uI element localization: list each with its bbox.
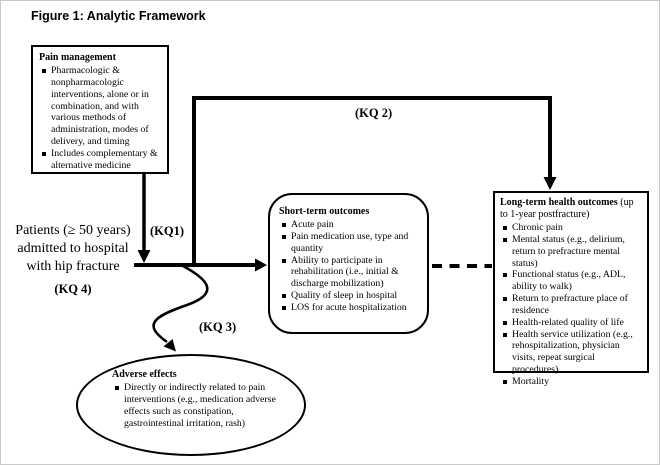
short-term-list	[279, 219, 421, 314]
bullet-icon	[503, 297, 507, 301]
bullet-icon	[282, 259, 286, 263]
pain-management-box	[31, 45, 169, 174]
population-text: Patients (≥ 50 years) admitted to hospital with hip fracture	[15, 223, 131, 274]
bullet-icon	[282, 306, 286, 310]
figure-title: Figure 1: Analytic Framework	[31, 9, 206, 23]
list-item: Pharmacologic & nonpharmacologic interventions, alone or in combination, and with various methods of administration, modes of delivery, and timing	[39, 65, 161, 148]
list-item: Quality of sleep in hospital	[279, 290, 421, 302]
short-term-outcomes-box	[268, 193, 429, 334]
bullet-icon	[282, 294, 286, 298]
adverse-effects-list	[112, 382, 286, 429]
kq3-label: (KQ 3)	[199, 320, 237, 334]
bullet-icon	[115, 386, 119, 390]
long-term-outcomes-box	[493, 191, 649, 387]
bullet-icon	[503, 333, 507, 337]
adverse-effects-ellipse	[76, 354, 306, 456]
kq1-arrowhead-icon	[138, 250, 151, 263]
list-item: Return to prefracture place of residence	[500, 293, 643, 317]
bullet-icon	[503, 273, 507, 277]
bullet-icon	[282, 235, 286, 239]
list-item: Ability to participate in rehabilitation (i.e., initial & discharge mobilization)	[279, 255, 421, 291]
list-item: Mental status (e.g., delirium, return to prefracture mental status)	[500, 234, 643, 270]
list-item: LOS for acute hospitalization	[279, 302, 421, 314]
kq2-label: (KQ 2)	[355, 106, 393, 120]
list-item: Pain medication use, type and quantity	[279, 231, 421, 255]
population-label	[9, 222, 137, 298]
list-item: Chronic pain	[500, 222, 643, 234]
long-term-list	[500, 222, 643, 388]
list-item: Functional status (e.g., ADL, ability to walk)	[500, 269, 643, 293]
short-term-title: Short-term outcomes	[279, 206, 370, 217]
kq4-label: (KQ 4)	[54, 282, 92, 297]
adverse-effects-title: Adverse effects	[112, 369, 177, 380]
bullet-icon	[503, 321, 507, 325]
shortterm-arrowhead-icon	[255, 259, 267, 272]
bullet-icon	[282, 223, 286, 227]
bullet-icon	[503, 226, 507, 230]
bullet-icon	[503, 238, 507, 242]
list-item: Acute pain	[279, 219, 421, 231]
list-item: Mortality	[500, 376, 643, 388]
list-item: Health-related quality of life	[500, 317, 643, 329]
kq2-arrowhead-icon	[544, 177, 557, 190]
pain-management-list	[39, 65, 161, 172]
list-item: Directly or indirectly related to pain interventions (e.g., medication adverse effects such as constipation, gastrointestinal irritation, rash)	[112, 382, 286, 429]
list-item: Health service utilization (e.g., rehospitalization, physician visits, repeat surgical procedures)	[500, 329, 643, 376]
bullet-icon	[42, 152, 46, 156]
list-item: Includes complementary & alternative medicine	[39, 148, 161, 172]
bullet-icon	[42, 69, 46, 73]
pain-management-title: Pain management	[39, 52, 116, 63]
long-term-title: Long-term health outcomes (up to 1-year postfracture)	[500, 197, 634, 220]
bullet-icon	[503, 380, 507, 384]
kq1-label: (KQ1)	[150, 224, 185, 238]
